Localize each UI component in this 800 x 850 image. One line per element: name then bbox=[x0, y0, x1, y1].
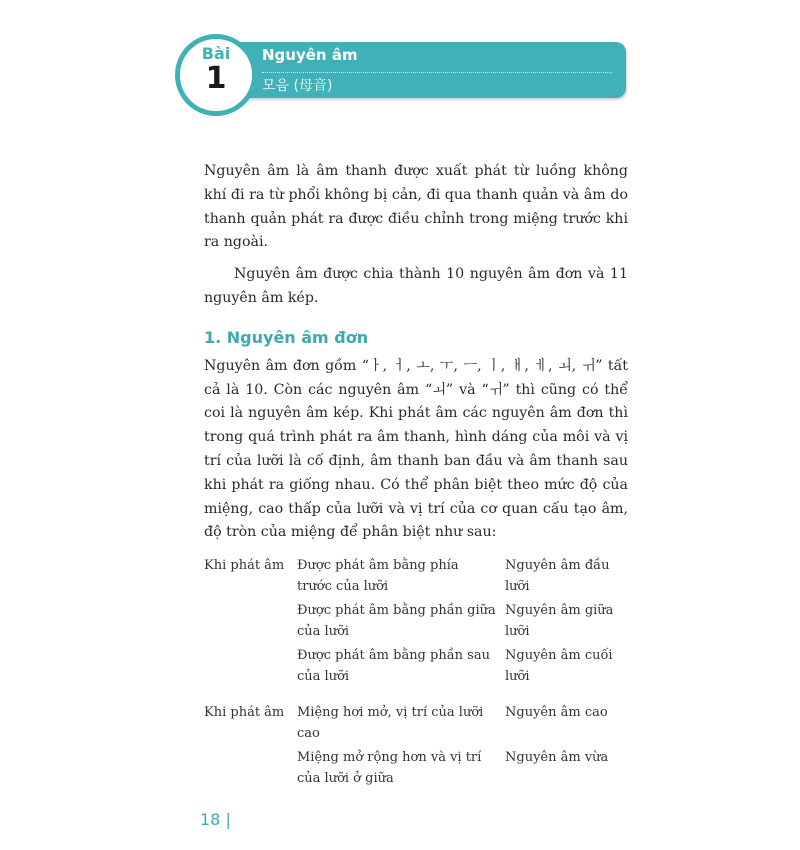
lesson-word: Bài bbox=[201, 44, 231, 63]
table-cell: Miệng mở rộng hơn và vị trí của lưỡi ở giữa bbox=[297, 750, 482, 787]
table-cell: Khi phát âm bbox=[204, 558, 285, 574]
intro-section bbox=[204, 160, 628, 311]
section-body bbox=[204, 355, 628, 545]
intro-paragraph: Nguyên âm là âm thanh được xuất phát từ luồng không khí đi ra từ phổi không bị cản, đi qua thanh quản và âm do thanh quản phát ra được điều chỉnh trong miệng trước khi ra ngoài. bbox=[204, 163, 628, 251]
table-cell: Nguyên âm cuối lưỡi bbox=[505, 648, 613, 685]
table-row bbox=[204, 645, 628, 690]
table-row bbox=[204, 747, 628, 792]
table-cell: Nguyên âm vừa bbox=[505, 750, 609, 766]
table-cell: Được phát âm bằng phần giữa của lưỡi bbox=[297, 603, 496, 640]
tongue-position-table bbox=[204, 555, 628, 690]
table-row bbox=[204, 702, 628, 747]
table-cell bbox=[204, 747, 297, 792]
table-row bbox=[204, 600, 628, 645]
section-paragraph: Nguyên âm đơn gồm “ㅏ, ㅓ, ㅗ, ㅜ, ㅡ, ㅣ, ㅐ, ㅔ, ㅚ, ㅟ” tất cả là 10. Còn các nguyên âm “ㅚ” và “ㅟ” thì cũng có thể coi là nguyên âm kép. Khi phát âm các nguyên âm đơn thì trong quá trình phát ra âm thanh, hình dáng của môi và vị trí của lưỡi là cố định, âm thanh ban đầu và âm thanh sau khi phát ra giống nhau. Có thể phân biệt theo mức độ của miệng, cao thấp của lưỡi và vị trí của cơ quan cấu tạo âm, độ tròn của miệng để phân biệt như sau: bbox=[204, 357, 628, 541]
table-cell bbox=[204, 645, 297, 690]
page-column bbox=[200, 0, 628, 850]
lesson-number: 1 bbox=[205, 61, 227, 96]
table-cell: Được phát âm bằng phía trước của lưỡi bbox=[297, 558, 459, 595]
section-heading: 1. Nguyên âm đơn bbox=[204, 327, 369, 347]
table-cell: Nguyên âm giữa lưỡi bbox=[505, 603, 614, 640]
table-cell: Khi phát âm bbox=[204, 705, 285, 721]
table-row bbox=[204, 555, 628, 600]
lesson-subtitle: 모음 (母音) bbox=[262, 78, 333, 94]
table-cell: Miệng hơi mở, vị trí của lưỡi cao bbox=[297, 705, 484, 742]
page-number: 18 | bbox=[200, 810, 231, 830]
lesson-title: Nguyên âm bbox=[262, 46, 358, 64]
table-cell: Nguyên âm đầu lưỡi bbox=[505, 558, 610, 595]
table-cell: Nguyên âm cao bbox=[505, 705, 608, 721]
table-cell bbox=[204, 600, 297, 645]
table-cell: Được phát âm bằng phần sau của lưỡi bbox=[297, 648, 490, 685]
mouth-opening-table bbox=[204, 702, 628, 792]
intro-paragraph: Nguyên âm được chia thành 10 nguyên âm đơn và 11 nguyên âm kép. bbox=[204, 266, 628, 306]
